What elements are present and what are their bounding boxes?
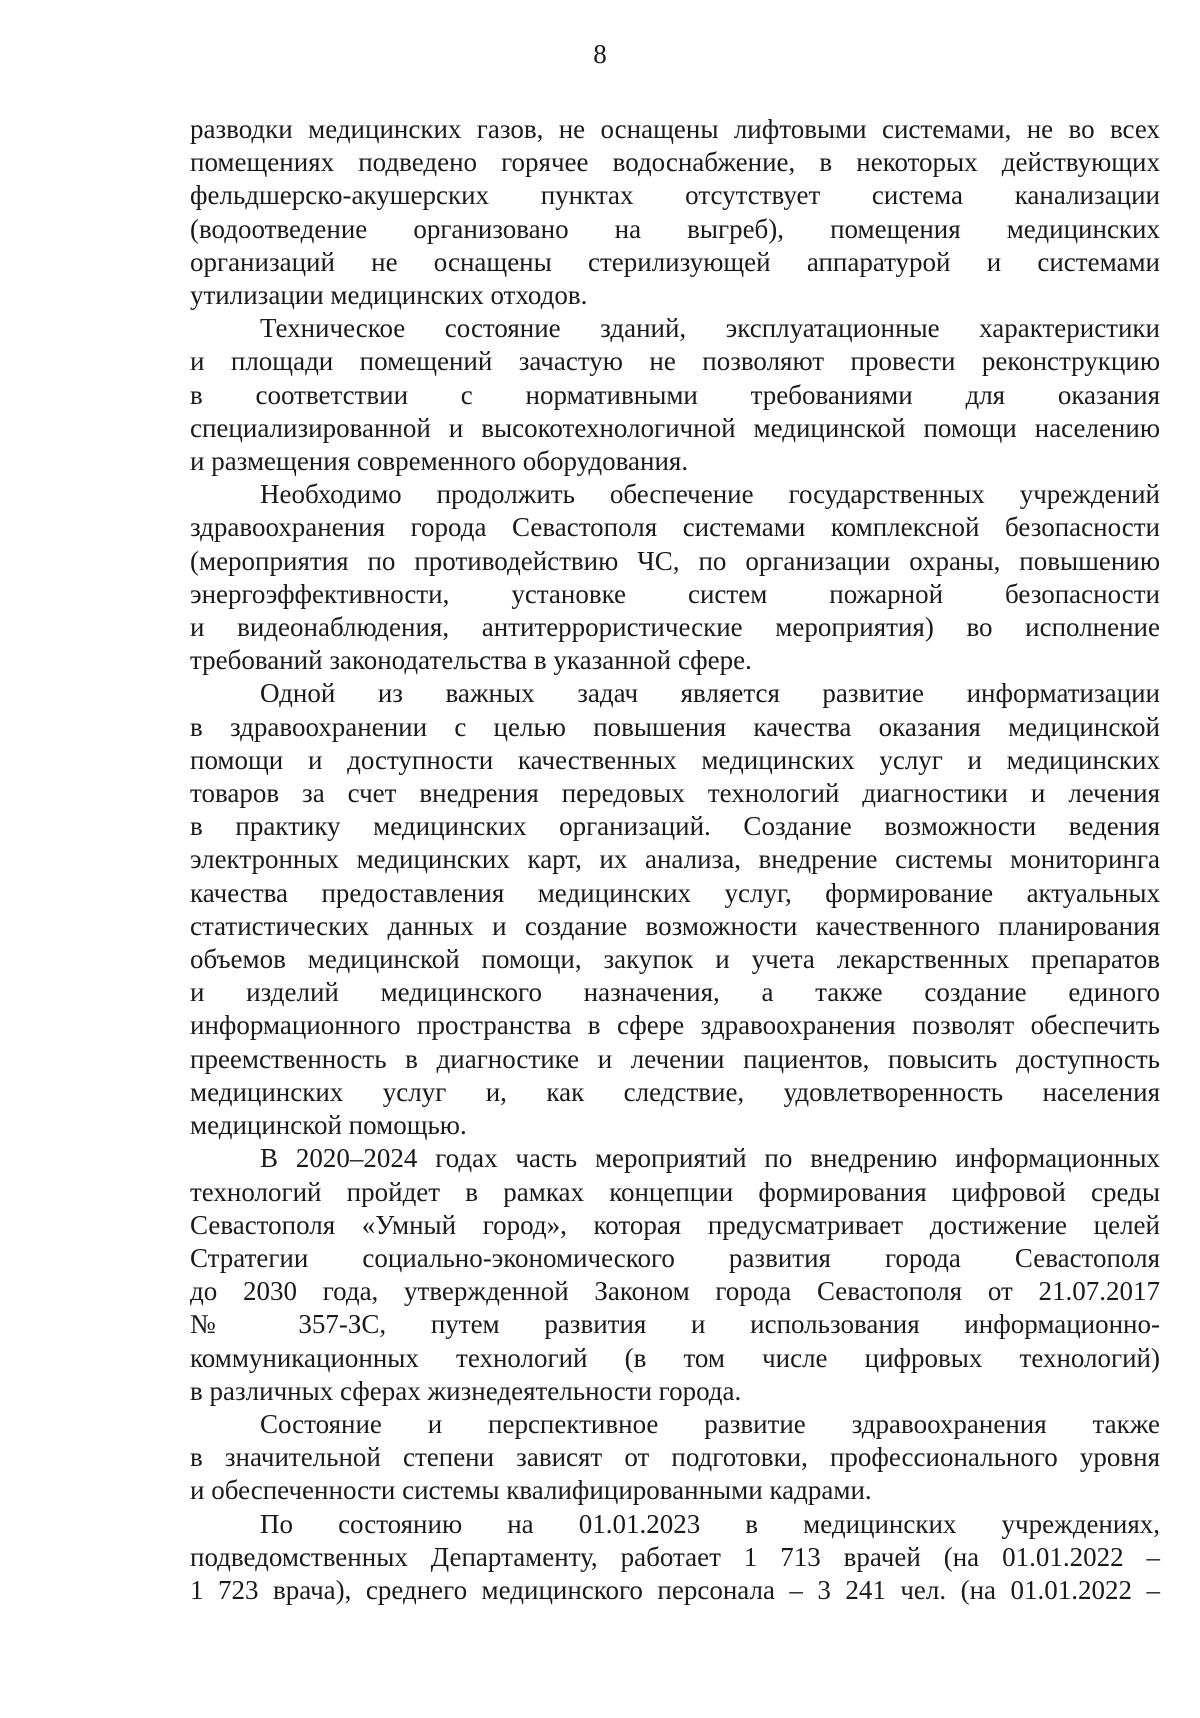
text-line: до 2030 года, утвержденной Законом города Севастополя от 21.07.2017 (190, 1276, 1160, 1307)
text-line: № 357-ЗС, путем развития и использования информационно- (190, 1309, 1160, 1340)
text-line: (мероприятия по противодействию ЧС, по организации охраны, повышению (190, 545, 1160, 576)
text-line: медицинских услуг и, как следствие, удовлетворенность населения (190, 1076, 1160, 1107)
text-line: помещениях подведено горячее водоснабжение, в некоторых действующих (190, 147, 1160, 178)
text-line: медицинской помощью. (190, 1110, 467, 1141)
text-line: разводки медицинских газов, не оснащены лифтовыми системами, не во всех (190, 114, 1160, 144)
text-line: статистических данных и создание возможности качественного планирования (190, 910, 1160, 941)
paragraph (190, 677, 1160, 1142)
text-line: Стратегии социально-экономического развития города Севастополя (190, 1242, 1160, 1273)
text-line: и обеспеченности системы квалифицированными кадрами. (190, 1475, 872, 1506)
text-line: преемственность в диагностике и лечении пациентов, повысить доступность (190, 1043, 1160, 1074)
paragraph (190, 113, 1160, 312)
paragraph (190, 1408, 1160, 1508)
text-line: и площади помещений зачастую не позволяют провести реконструкцию (190, 346, 1160, 377)
text-line: Техническое состояние зданий, эксплуатационные характеристики (260, 313, 1160, 344)
page-number: 8 (593, 39, 607, 69)
text-line: электронных медицинских карт, их анализа, внедрение системы мониторинга (190, 844, 1160, 875)
text-line: в значительной степени зависят от подготовки, профессионального уровня (190, 1442, 1160, 1473)
text-line: товаров за счет внедрения передовых технологий диагностики и лечения (190, 778, 1160, 809)
text-line: в здравоохранении с целью повышения качества оказания медицинской (190, 711, 1160, 742)
text-line: По состоянию на 01.01.2023 в медицинских учреждениях, (260, 1508, 1160, 1539)
text-line: здравоохранения города Севастополя системами комплексной безопасности (190, 512, 1160, 543)
text-line: утилизации медицинских отходов. (190, 280, 588, 311)
text-line: помощи и доступности качественных медицинских услуг и медицинских (190, 744, 1160, 775)
text-line: и видеонаблюдения, антитеррористические мероприятия) во исполнение (190, 612, 1160, 643)
text-line: 1 723 врача), среднего медицинского персонала – 3 241 чел. (на 01.01.2022 – (190, 1574, 1160, 1605)
text-line: Севастополя «Умный город», которая предусматривает достижение целей (190, 1209, 1160, 1240)
text-line: технологий пройдет в рамках концепции формирования цифровой среды (190, 1176, 1160, 1207)
text-line: специализированной и высокотехнологичной медицинской помощи населению (190, 412, 1160, 443)
text-line: и изделий медицинского назначения, а также создание единого (190, 977, 1160, 1008)
text-line: Состояние и перспективное развитие здравоохранения также (260, 1408, 1160, 1439)
text-line: требований законодательства в указанной сфере. (190, 645, 752, 676)
text-line: Одной из важных задач является развитие информатизации (260, 678, 1160, 709)
text-line: коммуникационных технологий (в том числе цифровых технологий) (190, 1342, 1160, 1373)
text-line: в соответствии с нормативными требованиями для оказания (190, 379, 1160, 410)
text-line: (водоотведение организовано на выгреб), помещения медицинских (190, 213, 1160, 244)
text-line: и размещения современного оборудования. (190, 446, 689, 477)
text-line: В 2020–2024 годах часть мероприятий по внедрению информационных (260, 1143, 1160, 1174)
text-line: Необходимо продолжить обеспечение государственных учреждений (260, 479, 1160, 510)
text-line: в различных сферах жизнедеятельности города. (190, 1375, 742, 1406)
text-line: организаций не оснащены стерилизующей аппаратурой и системами (190, 246, 1160, 277)
text-line: энергоэффективности, установке систем пожарной безопасности (190, 578, 1160, 609)
text-line: в практику медицинских организаций. Создание возможности ведения (190, 811, 1160, 842)
text-line: фельдшерско-акушерских пунктах отсутствует система канализации (190, 180, 1160, 211)
paragraph (190, 1142, 1160, 1408)
text-line: информационного пространства в сфере здравоохранения позволят обеспечить (190, 1010, 1160, 1041)
paragraph (190, 478, 1160, 677)
text-line: качества предоставления медицинских услуг, формирование актуальных (190, 877, 1160, 908)
paragraph (190, 312, 1160, 478)
text-line: объемов медицинской помощи, закупок и учета лекарственных препаратов (190, 944, 1160, 975)
document-body (190, 113, 1160, 1607)
paragraph (190, 1508, 1160, 1608)
text-line: подведомственных Департаменту, работает 1 713 врачей (на 01.01.2022 – (190, 1541, 1160, 1572)
